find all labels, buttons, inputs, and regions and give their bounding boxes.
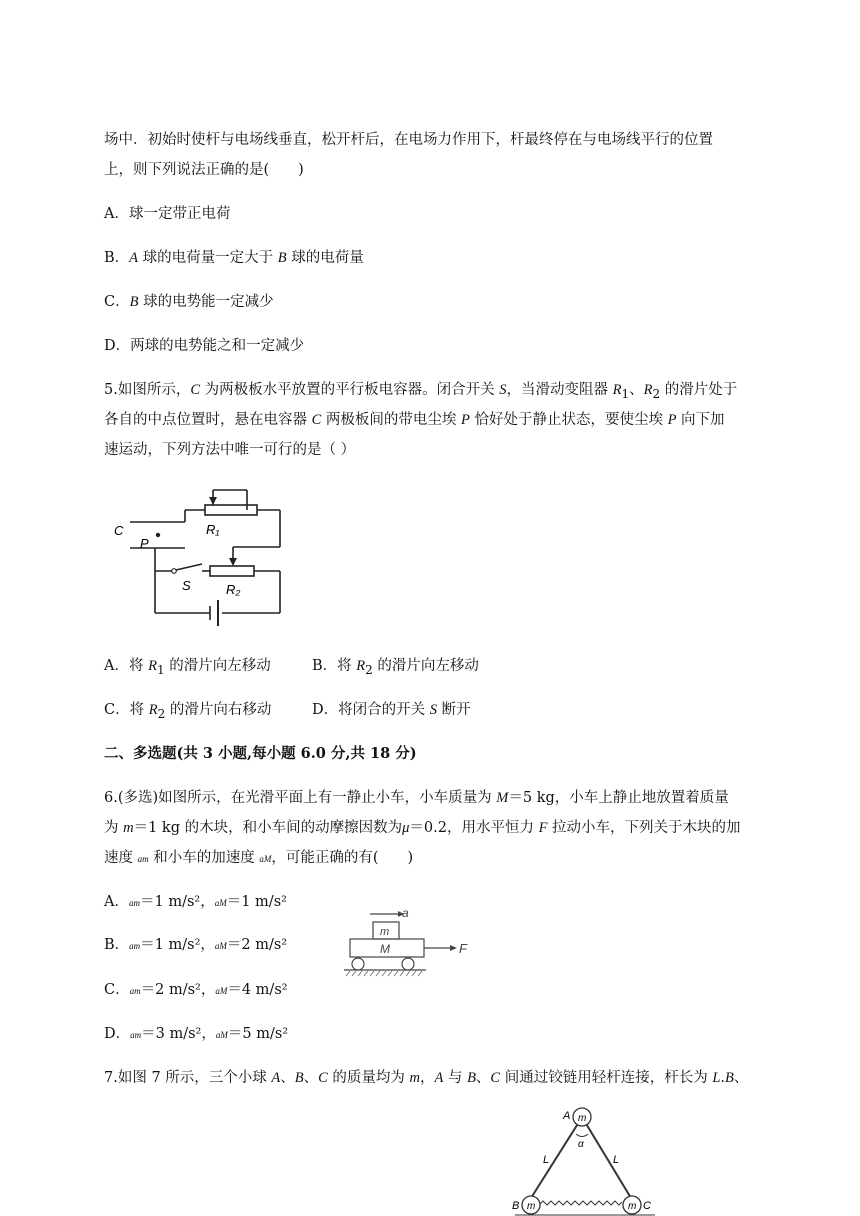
label-s: S [182,578,191,593]
var-mu: μ [402,820,410,836]
text: 、 [475,1070,491,1086]
label-A: A [563,1110,571,1122]
resistor-r2 [210,566,254,576]
var-aM: aM [259,854,272,864]
text: 速度 [104,850,138,866]
var-P: P [461,412,470,428]
text: 的滑片向左移动 [372,658,479,674]
label-L-right: L [613,1154,620,1166]
text: 7.如图 7 所示，三个小球 [104,1070,272,1086]
value-aM: 4 m/s² [241,982,288,998]
var-m: m [123,820,134,836]
text: ＝1 kg 的木块，和小车间的动摩擦因数为 [133,820,403,836]
text: ＝5 kg，小车上静止地放置着质量 [508,790,729,806]
var-L: L [712,1070,721,1086]
var-S: S [499,382,507,398]
var-am: am [128,898,140,908]
text: ，可能正确的有( ) [271,850,414,866]
label-m: m [628,1201,637,1212]
label-alpha: α [578,1139,584,1150]
text: 、 [303,1070,319,1086]
option-label: D． [104,1026,131,1042]
subscript: 2 [652,386,661,401]
label-B: B [512,1200,520,1212]
var-am: am [137,854,149,864]
q6-line-1 [104,788,729,808]
q7-line-1 [104,1068,748,1088]
text: B．将 [312,658,357,674]
value-am: 1 m/s² [154,937,201,953]
var-S: S [429,702,437,718]
value-am: 1 m/s² [154,894,201,910]
q5-option-d [312,700,471,720]
text: ＝ [226,937,242,953]
text: 各自的中点位置时，悬在电容器 [104,412,312,428]
text: 的质量均为 [327,1070,410,1086]
q6-line-3 [104,848,413,869]
label-m: m [380,926,390,938]
var-C: C [190,382,201,398]
text: ， [200,982,216,998]
wheel-right [402,958,414,970]
var-F: F [538,820,548,836]
resistor-r1 [205,505,257,515]
var-R: R [643,382,653,398]
section-heading: 二、多选题(共 3 小题,每小题 6.0 分,共 18 分) [104,745,417,762]
q4-option-c [104,292,274,312]
triangle-rod-diagram [505,1104,665,1216]
var-C: C [490,1070,501,1086]
label-C: C [643,1200,651,1212]
var-R: R [148,658,157,674]
var-A: A [271,1070,281,1086]
text: 球的电荷量 [286,250,364,266]
q6-option-d [104,1024,288,1045]
label-r2: R₂ [226,582,241,597]
text: . [720,1070,725,1086]
value-am: 3 m/s² [155,1026,202,1042]
text: 的滑片向右移动 [165,702,272,718]
text: ＝ [140,982,156,998]
subscript: 1 [156,662,165,677]
text: ＝ [141,1026,156,1042]
text: 向下加 [676,412,725,428]
label-F: F [459,941,467,956]
var-A: A [434,1070,444,1086]
label-M: M [380,942,390,956]
ground-hatching [346,971,422,976]
text: ，当滑动变阻器 [506,382,613,398]
text: 的滑片向左移动 [164,658,271,674]
text: 6.(多选)如图所示，在光滑平面上有一静止小车，小车质量为 [104,790,497,806]
var-P: P [667,412,677,428]
var-am: am [129,941,141,951]
value-aM: 2 m/s² [241,937,288,953]
value-aM: 5 m/s² [242,1026,289,1042]
var-B: B [277,250,287,266]
text: ＝ [139,894,155,910]
var-R: R [148,702,158,718]
text: 断开 [436,702,471,718]
subscript: 2 [365,662,373,677]
text: ＝ [140,937,155,953]
q4-option-c-label: C． [104,294,130,310]
q6-line-2 [104,818,741,838]
var-B: B [294,1070,304,1086]
text: 、 [733,1070,749,1086]
q4-option-d: D．两球的电势能之和一定减少 [104,338,305,354]
wheel-left [352,958,364,970]
q6-option-a [104,892,287,913]
var-C: C [311,412,322,428]
text: 、 [280,1070,295,1086]
q4-line-2: 上，则下列说法正确的是( ) [104,162,304,178]
label-m: m [578,1113,587,1124]
var-aM: aM [214,941,227,951]
label-c: C [114,523,124,538]
var-B: B [129,294,139,310]
cart-diagram [340,904,480,982]
q5-option-c [104,700,271,724]
text: ， [201,1026,216,1042]
text: 球的电荷量一定大于 [138,250,278,266]
text: 间通过铰链用轻杆连接，杆长为 [500,1070,713,1086]
q5-option-a [104,656,271,680]
q5-line-3: 速运动，下列方法中唯一可行的是（ ） [104,442,356,458]
text: ， [200,937,215,953]
text: 的滑片处于 [660,382,738,398]
q5-line-1 [104,380,737,404]
value-am: 2 m/s² [155,982,201,998]
q5-option-b [312,656,479,680]
q4-option-b-label: B． [104,250,130,266]
q4-option-b [104,248,364,268]
option-label: A． [104,894,129,910]
q4-line-1: 场中．初始时使杆与电场线垂直，松开杆后，在电场力作用下，杆最终停在与电场线平行的位置 [104,132,713,148]
q6-option-c [104,980,288,1001]
var-aM: aM [215,986,228,996]
subscript: 1 [621,386,630,401]
text: 拉动小车，下列关于木块的加 [547,820,741,836]
text: ＝0.2，用水平恒力 [409,820,539,836]
var-A: A [129,250,139,266]
force-arrowhead [450,945,457,951]
label-a: a [402,906,409,920]
text: 为两极板水平放置的平行板电容器。闭合开关 [200,382,500,398]
text: 5.如图所示， [104,382,191,398]
label-L-left: L [543,1154,550,1166]
label-r1: R₁ [206,522,220,537]
var-aM: aM [215,1030,228,1040]
var-am: am [130,1030,142,1040]
spring [539,1201,622,1205]
text: 为 [104,820,124,836]
r1-slider-arrow [209,497,217,505]
text: D．将闭合的开关 [312,702,430,718]
var-R: R [356,658,366,674]
text: 和小车的加速度 [148,850,260,866]
q5-line-2 [104,410,725,430]
text: ， [419,1070,435,1086]
var-m: m [409,1070,420,1086]
text: 恰好处于静止状态，要使尘埃 [469,412,668,428]
text: C．将 [104,702,149,718]
option-label: C． [104,982,130,998]
option-label: B． [104,937,130,953]
var-B: B [467,1070,476,1086]
rod-ab [531,1122,579,1198]
var-M: M [496,790,509,806]
var-B: B [725,1070,734,1086]
q6-option-b [104,935,287,956]
rod-ac [585,1122,631,1198]
angle-arc [576,1134,588,1137]
circuit-diagram [110,482,290,628]
q4-option-a: A．球一定带正电荷 [104,206,231,222]
text: 、 [629,382,644,398]
value-aM: 1 m/s² [241,894,287,910]
text: 两极板间的带电尘埃 [321,412,461,428]
text: 球的电势能一定减少 [138,294,274,310]
label-m: m [527,1201,536,1212]
switch-pivot [172,569,177,574]
subscript: 2 [157,706,166,721]
text: ， [200,894,215,910]
text: ＝ [227,982,242,998]
text: 与 [443,1070,468,1086]
text: ＝ [226,894,242,910]
var-am: am [129,986,141,996]
switch-s [176,564,202,570]
dust-particle-p [156,533,160,537]
var-C: C [318,1070,328,1086]
var-aM: aM [214,898,227,908]
label-p: P [140,536,149,551]
r2-slider-arrow [229,558,237,566]
text: A．将 [104,658,149,674]
var-R: R [612,382,622,398]
text: ＝ [227,1026,243,1042]
